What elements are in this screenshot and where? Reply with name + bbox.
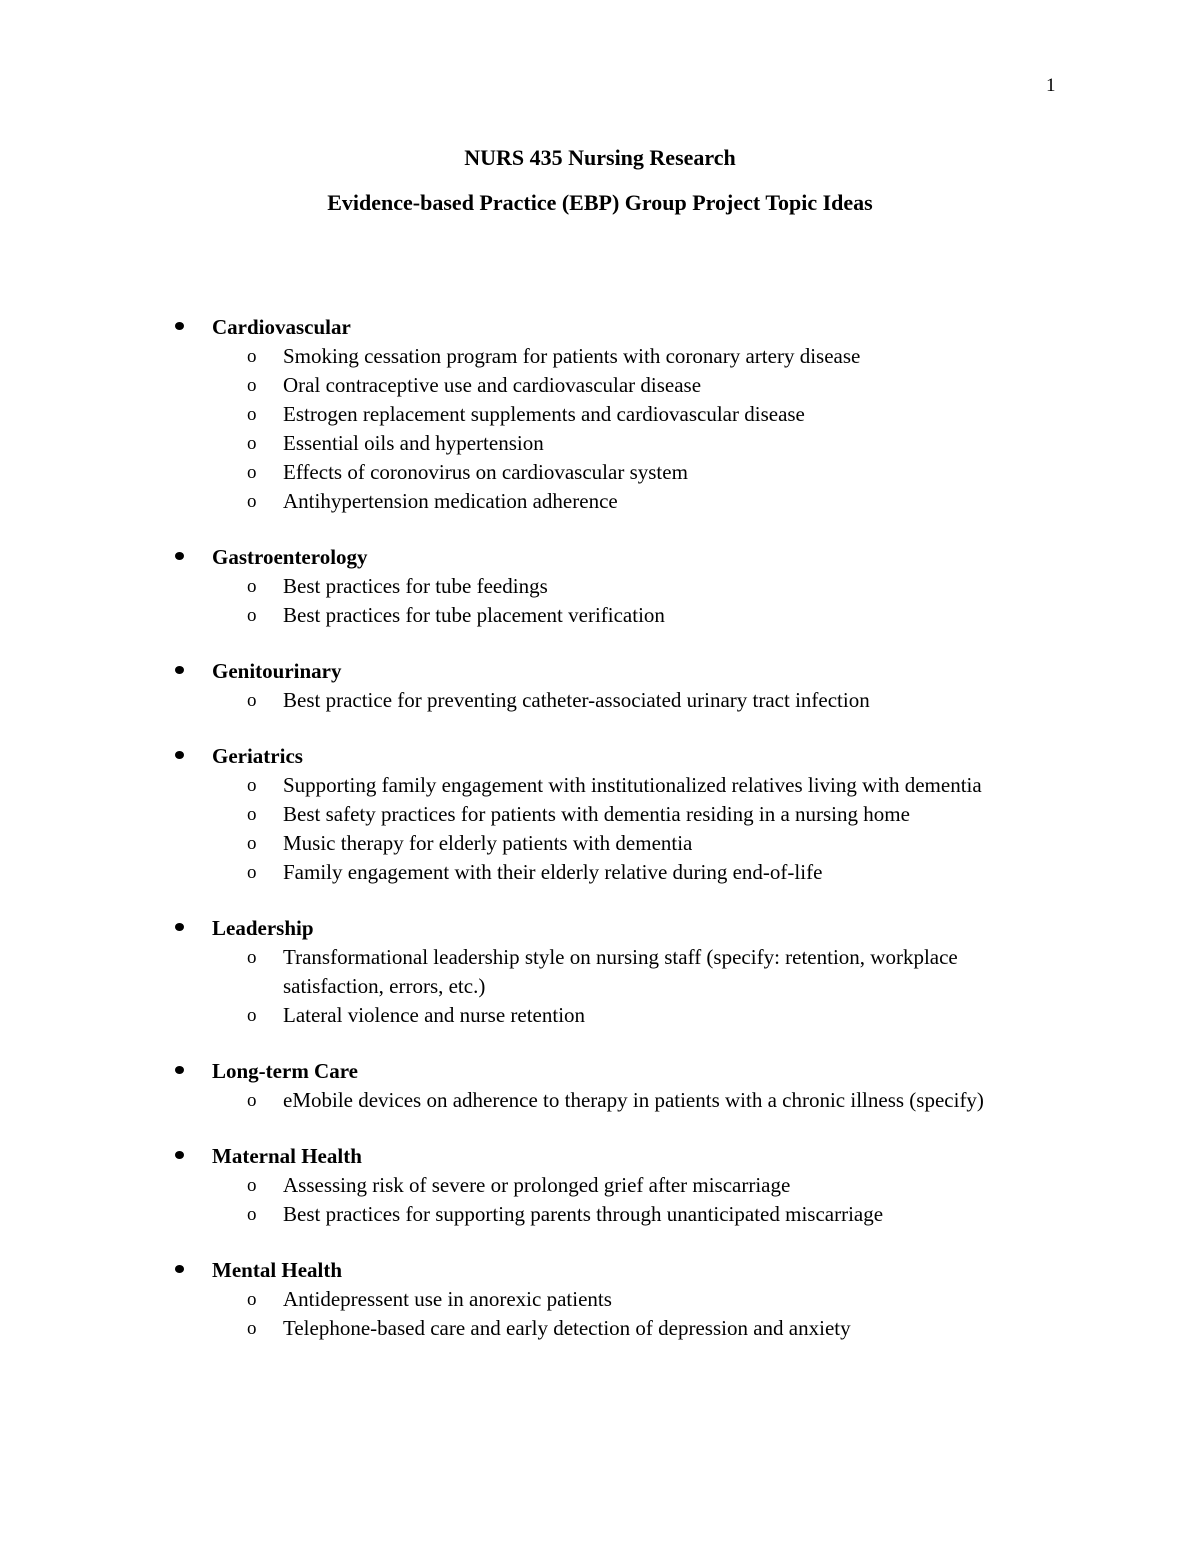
category-item — [0, 313, 1200, 516]
subtopic-item — [0, 458, 1200, 487]
document-title: NURS 435 Nursing Research — [464, 145, 736, 170]
category-label: Long-term Care — [212, 1059, 358, 1083]
subtopic-item — [0, 943, 1200, 1001]
subtopic-list — [0, 771, 1200, 887]
circle-bullet-icon: o — [247, 491, 257, 512]
subtopic-list — [0, 1285, 1200, 1343]
category-item — [0, 1256, 1200, 1343]
circle-bullet-icon: o — [247, 775, 257, 796]
subtopic-item — [0, 829, 1200, 858]
subtopic-list — [0, 1086, 1200, 1115]
category-item — [0, 914, 1200, 1030]
category-item — [0, 657, 1200, 715]
subtopic-text: Best practice for preventing catheter-associated urinary tract infection — [283, 688, 870, 712]
bullet-icon — [175, 751, 184, 759]
circle-bullet-icon: o — [247, 1175, 257, 1196]
subtopic-item — [0, 400, 1200, 429]
subtopic-text: Family engagement with their elderly relative during end-of-life — [283, 860, 823, 884]
category-item — [0, 1142, 1200, 1229]
subtopic-item — [0, 429, 1200, 458]
category-label: Mental Health — [212, 1258, 343, 1282]
subtopic-item — [0, 487, 1200, 516]
subtopic-text: Effects of coronovirus on cardiovascular system — [283, 460, 688, 484]
subtopic-text: Oral contraceptive use and cardiovascular disease — [283, 373, 702, 397]
subtopic-text: Best practices for tube feedings — [283, 574, 548, 598]
subtopic-list — [0, 943, 1200, 1030]
subtopic-item — [0, 686, 1200, 715]
subtopic-list — [0, 686, 1200, 715]
circle-bullet-icon: o — [247, 605, 257, 626]
page-number: 1 — [1046, 75, 1056, 96]
circle-bullet-icon: o — [247, 346, 257, 367]
category-label: Cardiovascular — [212, 315, 351, 339]
circle-bullet-icon: o — [247, 576, 257, 597]
circle-bullet-icon: o — [247, 690, 257, 711]
subtopic-text: Estrogen replacement supplements and cardiovascular disease — [283, 402, 805, 426]
circle-bullet-icon: o — [247, 462, 257, 483]
subtopic-text: Transformational leadership style on nursing staff (specify: retention, workplace satisfaction, errors, etc.) — [283, 945, 958, 998]
subtopic-item — [0, 342, 1200, 371]
circle-bullet-icon: o — [247, 833, 257, 854]
circle-bullet-icon: o — [247, 804, 257, 825]
subtopic-item — [0, 858, 1200, 887]
subtopic-item — [0, 572, 1200, 601]
subtopic-text: Lateral violence and nurse retention — [283, 1003, 586, 1027]
subtopic-text: Assessing risk of severe or prolonged grief after miscarriage — [283, 1173, 791, 1197]
subtopic-list — [0, 1171, 1200, 1229]
circle-bullet-icon: o — [247, 1204, 257, 1225]
category-label: Gastroenterology — [212, 545, 368, 569]
bullet-icon — [175, 552, 184, 560]
subtopic-item — [0, 1200, 1200, 1229]
circle-bullet-icon: o — [247, 1318, 257, 1339]
subtopic-item — [0, 771, 1200, 800]
subtopic-item — [0, 601, 1200, 630]
subtopic-list — [0, 342, 1200, 516]
document-subtitle: Evidence-based Practice (EBP) Group Project Topic Ideas — [327, 190, 873, 215]
subtopic-item — [0, 371, 1200, 400]
subtopic-text: Telephone-based care and early detection of depression and anxiety — [283, 1316, 851, 1340]
subtopic-text: Antihypertension medication adherence — [283, 489, 618, 513]
subtopic-item — [0, 1171, 1200, 1200]
subtopic-text: eMobile devices on adherence to therapy in patients with a chronic illness (specify) — [283, 1088, 984, 1112]
circle-bullet-icon: o — [247, 1090, 257, 1111]
subtopic-text: Music therapy for elderly patients with dementia — [283, 831, 693, 855]
category-item — [0, 1057, 1200, 1115]
circle-bullet-icon: o — [247, 862, 257, 883]
subtopic-item — [0, 1086, 1200, 1115]
circle-bullet-icon: o — [247, 375, 257, 396]
subtopic-item — [0, 800, 1200, 829]
category-item — [0, 543, 1200, 630]
subtopic-text: Best practices for supporting parents through unanticipated miscarriage — [283, 1202, 884, 1226]
subtopic-item — [0, 1285, 1200, 1314]
bullet-icon — [175, 1151, 184, 1159]
bullet-icon — [175, 322, 184, 330]
subtopic-text: Supporting family engagement with institutionalized relatives living with dementia — [283, 773, 982, 797]
circle-bullet-icon: o — [247, 1005, 257, 1026]
subtopic-text: Best safety practices for patients with dementia residing in a nursing home — [283, 802, 910, 826]
category-item — [0, 742, 1200, 887]
circle-bullet-icon: o — [247, 947, 257, 968]
bullet-icon — [175, 1066, 184, 1074]
subtopic-text: Smoking cessation program for patients with coronary artery disease — [283, 344, 861, 368]
circle-bullet-icon: o — [247, 404, 257, 425]
bullet-icon — [175, 1265, 184, 1273]
subtopic-text: Best practices for tube placement verification — [283, 603, 665, 627]
subtopic-list — [0, 572, 1200, 630]
circle-bullet-icon: o — [247, 1289, 257, 1310]
topic-list — [0, 313, 1200, 1370]
category-label: Maternal Health — [212, 1144, 362, 1168]
circle-bullet-icon: o — [247, 433, 257, 454]
bullet-icon — [175, 923, 184, 931]
subtopic-item — [0, 1001, 1200, 1030]
subtopic-text: Antidepressent use in anorexic patients — [283, 1287, 612, 1311]
category-label: Leadership — [212, 916, 314, 940]
bullet-icon — [175, 666, 184, 674]
subtopic-text: Essential oils and hypertension — [283, 431, 544, 455]
category-label: Geriatrics — [212, 744, 303, 768]
category-label: Genitourinary — [212, 659, 342, 683]
subtopic-item — [0, 1314, 1200, 1343]
